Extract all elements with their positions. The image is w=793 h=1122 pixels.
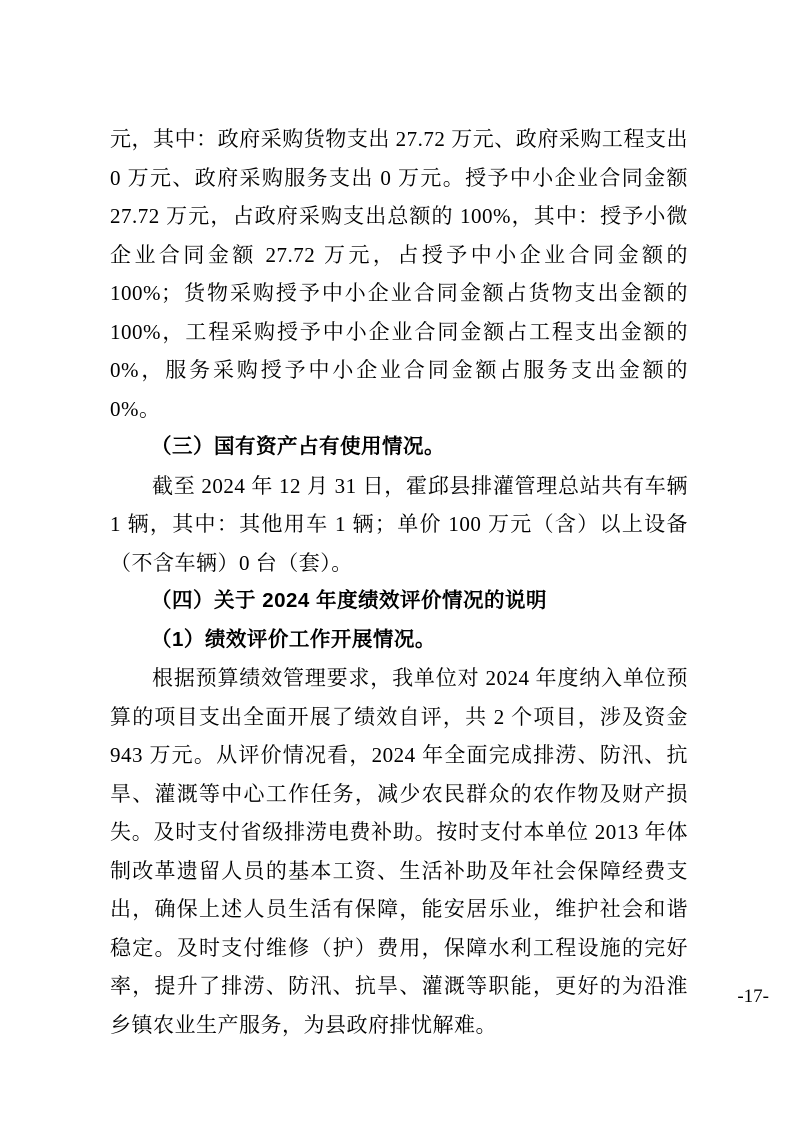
heading-performance-evaluation-2024: （四）关于 2024 年度绩效评价情况的说明 (151, 589, 547, 612)
heading-state-owned-assets: （三）国有资产占有使用情况。 (151, 435, 445, 458)
page-number: -17- (737, 986, 769, 1007)
paragraph-government-procurement: 元，其中：政府采购货物支出 27.72 万元、政府采购工程支出 0 万元、政府采购服务支出 0 万元。授予中小企业合同金额 27.72 万元，占政府采购支出总额的 100%，其中：授予小微企业合同金额 27.72 万元，占授予中小企业合同金额的 100%；货物采购授予中小企业合同金额占货物支出金额的 100%，工程采购授予中小企业合同金额占工程支出金额的 0%，服务采购授予中小企业合同金额占服务支出金额的 0%。 (110, 127, 688, 421)
heading-performance-evaluation-work: （1）绩效评价工作开展情况。 (151, 627, 436, 651)
paragraph-asset-usage: 截至 2024 年 12 月 31 日，霍邱县排灌管理总站共有车辆 1 辆，其中：其他用车 1 辆；单价 100 万元（含）以上设备（不含车辆）0 台（套）。 (110, 473, 688, 575)
paragraph-performance-evaluation-details: 根据预算绩效管理要求，我单位对 2024 年度纳入单位预算的项目支出全面开展了绩效自评，共 2 个项目，涉及资金 943 万元。从评价情况看，2024 年全面完成排涝、防汛、抗旱、灌溉等中心工作任务，减少农民群众的农作物及财产损失。及时支付省级排涝电费补助。按时支付本单位 2013 年体制改革遗留人员的基本工资、生活补助及年社会保障经费支出，确保上述人员生活有保障，能安居乐业，维护社会和谐稳定。及时支付维修（护）费用，保障水利工程设施的完好率，提升了排涝、防汛、抗旱、灌溉等职能，更好的为沿淮乡镇农业生产服务，为县政府排忧解难。 (110, 666, 688, 1037)
page-content (110, 120, 688, 1044)
